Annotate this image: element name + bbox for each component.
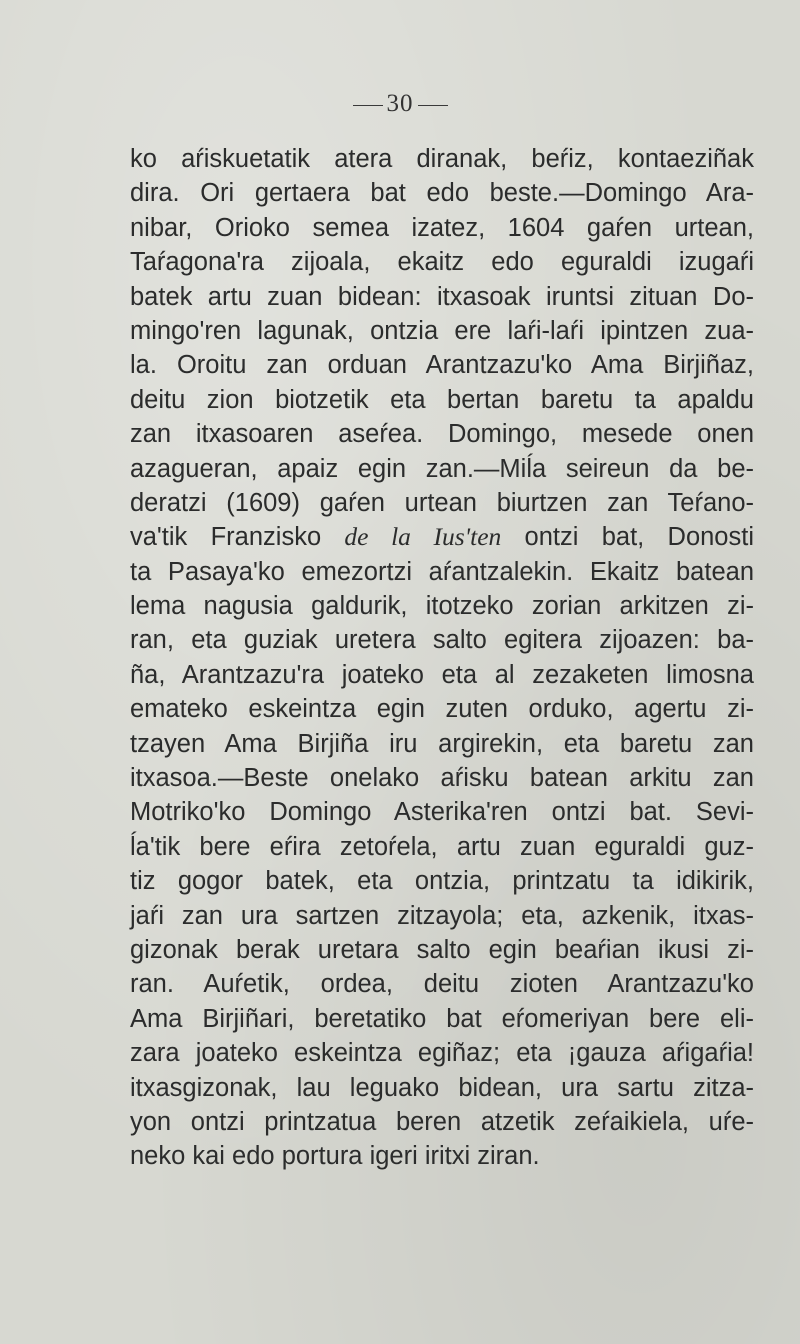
text-line: itxasoa.—Beste onelako aŕisku batean arkitu zan: [130, 764, 754, 793]
text-line-with-italic: [130, 520, 754, 554]
text-line: tiz gogor batek, eta ontzia, printzatu ta idikirik,: [130, 867, 754, 896]
text-line: ña, Arantzazu'ra joateko eta al zezaketen limosna: [130, 660, 754, 689]
page-number-left-dash: [353, 105, 383, 106]
page-number-right-dash: [418, 105, 448, 106]
text-line: itxasgizonak, lau leguako bidean, ura sartu zitza-: [130, 1073, 754, 1102]
text-line: zara joateko eskeintza egiñaz; eta ¡gauza aŕigaŕia!: [130, 1039, 754, 1068]
body-text: [130, 142, 754, 1174]
text-line: gizonak berak uretara salto egin beaŕian ikusi zi-: [130, 935, 754, 964]
text-line: Ama Birjiñari, beretatiko bat eŕomeriyan bere eli-: [130, 1004, 754, 1033]
italic-name: de la Ius'ten: [344, 522, 502, 552]
text-line: nibar, Orioko semea izatez, 1604 gaŕen urtean,: [130, 213, 754, 242]
text-segment: va'tik Franzisko: [130, 523, 345, 552]
text-line: mingo'ren lagunak, ontzia ere laŕi-laŕi ipintzen zua-: [130, 316, 754, 345]
text-line: zan itxasoaren aseŕea. Domingo, mesede onen: [130, 420, 754, 449]
text-line: Motriko'ko Domingo Asterika'ren ontzi bat. Sevi-: [130, 798, 754, 827]
text-line: ran. Auŕetik, ordea, deitu zioten Arantzazu'ko: [130, 970, 754, 999]
text-line: deitu zion biotzetik eta bertan baretu ta apaldu: [130, 385, 754, 414]
text-line: Taŕagona'ra zijoala, ekaitz edo eguraldi izugaŕi: [130, 248, 754, 277]
text-line: emateko eskeintza egin zuten orduko, agertu zi-: [130, 695, 754, 724]
text-line: ran, eta guziak uretera salto egitera zijoazen: ba-: [130, 626, 754, 655]
text-line: tzayen Ama Birjiña iru argirekin, eta baretu zan: [130, 729, 754, 758]
text-line: dira. Ori gertaera bat edo beste.—Domingo Ara-: [130, 179, 754, 208]
text-line: deratzi (1609) gaŕen urtean biurtzen zan Teŕano-: [130, 488, 754, 517]
text-line: la. Oroitu zan orduan Arantzazu'ko Ama Birjiñaz,: [130, 351, 754, 380]
text-line: lema nagusia galdurik, itotzeko zorian arkitzen zi-: [130, 592, 754, 621]
page-number: [0, 90, 800, 118]
page-number-value: 30: [386, 90, 414, 117]
text-line: yon ontzi printzatua beren atzetik zeŕaikiela, uŕe-: [130, 1107, 754, 1136]
text-line: batek artu zuan bidean: itxasoak iruntsi zituan Do-: [130, 282, 754, 311]
text-segment: ontzi bat, Donosti: [501, 523, 754, 552]
text-line: azagueran, apaiz egin zan.—Miĺa seireun da be-: [130, 454, 754, 483]
text-line: ĺa'tik bere eŕira zetoŕela, artu zuan eguraldi guz-: [130, 832, 754, 861]
text-line-last: neko kai edo portura igeri iritxi ziran.: [130, 1142, 540, 1171]
text-line: ta Pasaya'ko emezortzi aŕantzalekin. Ekaitz batean: [130, 557, 754, 586]
text-line: jaŕi zan ura sartzen zitzayola; eta, azkenik, itxas-: [130, 901, 754, 930]
text-line: ko aŕiskuetatik atera diranak, beŕiz, kontaeziñak: [130, 145, 754, 173]
